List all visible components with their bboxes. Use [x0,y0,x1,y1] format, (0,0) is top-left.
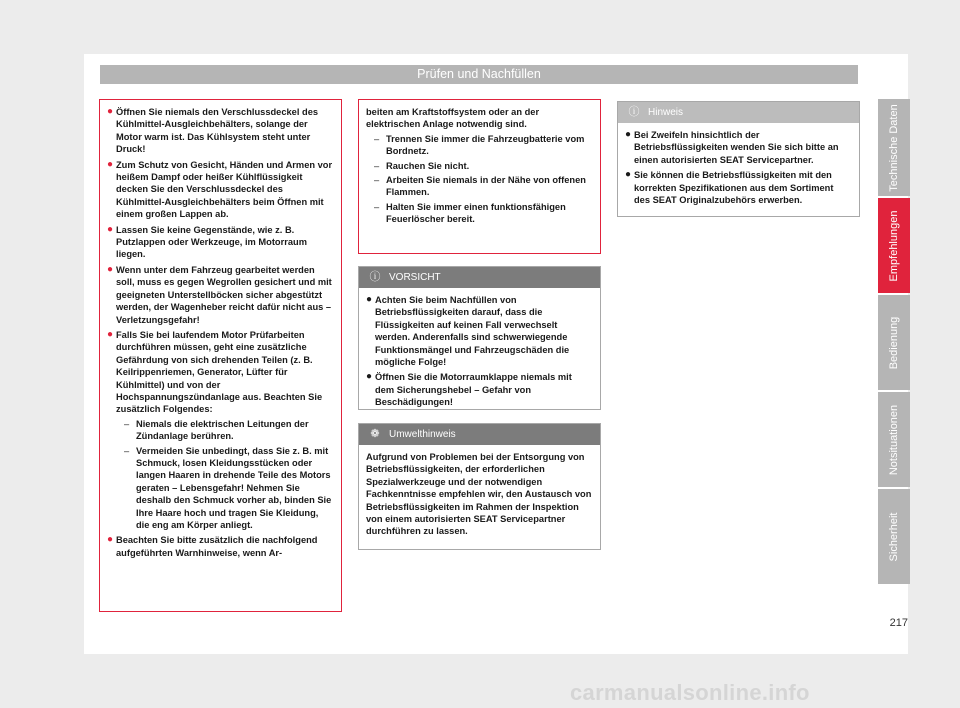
warning-continuation: beiten am Kraftstoffsystem oder an der elektrischen Anlage notwendig sind. [366,107,540,130]
warning-subitem: – Vermeiden Sie unbedingt, dass Sie z. B. mit Schmuck, losen Kleidungsstücken oder langen Haaren in drehende Teile des Motors geraten – Lebensgefahr! Nehmen Sie deshalb den Schmuck vorher ab, binden Sie Ihre Haare hoch und tragen Sie Kleidung, die eng am Körper anliegt. [124,445,332,530]
caution-box [358,266,601,410]
warning-subitem: – Trennen Sie immer die Fahrzeugbatterie vom Bordnetz. [374,133,585,157]
warning-item-2: ● Zum Schutz von Gesicht, Händen und Armen vor heißem Dampf oder heißer Kühlflüssigkeit decken Sie den Verschlussdeckel des Kühlmittel-Ausgleichbehälters beim Öffnen mit einem großen Lappen ab. [107,158,333,220]
bullet-icon: ● [107,106,114,117]
bullet-icon: ● [107,263,114,275]
environment-icon: ❁ [370,428,380,440]
warning-item-1: ● Öffnen Sie niemals den Verschlussdeckel des Kühlmittel-Ausgleichbehälters, solange der Motor warm ist. Das Kühlsystem steht unter Druck! [107,106,319,155]
note-header: ⓘ Hinweis [618,102,859,123]
page-number: 217 [889,617,908,629]
note-item: ● Bei Zweifeln hinsichtlich der Betriebsflüssigkeiten wenden Sie sich bitte an einen autorisierten SEAT Servicepartner. [625,129,839,165]
caution-item: ● Öffnen Sie die Motorraumklappe niemals mit dem Sicherungshebel – Gefahr von Beschädigungen! [366,371,572,408]
warning-item-5: ● Falls Sie bei laufendem Motor Prüfarbeiten durchführen müssen, geht eine zusätzliche Gefährdung von sich drehenden Teilen (z. B. Keilrippenriemen, Generator, Lüfter für Kühlmittel) und von der Hochspannungszündanlage aus. Beachten Sie zusätzlich Folgendes: – Niemals die elektrischen Leitungen der Zündanlage berühren. – Vermeiden Sie unbedingt, dass Sie z. B. mit Schmuck, losen Kleidungsstücken oder langen Haaren in drehende Teile des Motors geraten – Lebensgefahr! Nehmen Sie deshalb den Schmuck vorher ab, binden Sie Ihre Haare hoch und tragen Sie Kleidung, die eng am Körper anliegt. [107,328,332,530]
warning-subitem: – Rauchen Sie nicht. [374,160,470,171]
warning-box-col2 [358,99,601,254]
bullet-icon: ● [366,371,373,383]
tab-notsituationen[interactable]: Notsituationen [878,392,910,487]
watermark: carmanualsonline.info [570,680,810,705]
page-header: Prüfen und Nachfüllen [100,65,858,84]
tab-sicherheit[interactable]: Sicherheit [878,489,910,584]
bullet-icon: ● [107,328,114,340]
warning-subitem: – Niemals die elektrischen Leitungen der Zündanlage berühren. [124,418,309,442]
note-box [617,101,860,217]
caution-icon: ⓘ [369,271,381,283]
warning-item-3: ● Lassen Sie keine Gegenstände, wie z. B. Putzlappen oder Werkzeuge, im Motorraum liegen. [107,223,307,260]
bullet-icon: ● [107,158,114,170]
note-item: ● Sie können die Betriebsflüssigkeiten mit den korrekten Spezifikationen aus dem Sortiment des SEAT Originalzubehörs erwerben. [625,169,834,206]
tab-bedienung[interactable]: Bedienung [878,295,910,390]
bullet-icon: ● [366,294,373,305]
bullet-icon: ● [625,169,632,181]
caution-item: ● Achten Sie beim Nachfüllen von Betriebsflüssigkeiten darauf, dass die Flüssigkeiten auf keinen Fall verwechselt werden. Anderenfalls sind schwerwiegende Funktionsmängel und Fahrzeugschäden die mögliche Folge! [366,294,570,368]
bullet-icon: ● [625,129,632,140]
warning-subitem: – Arbeiten Sie niemals in der Nähe von offenen Flammen. [374,175,586,198]
warning-item-4: ● Wenn unter dem Fahrzeug gearbeitet werden soll, muss es gegen Wegrollen gesichert und mit geeigneten Unterstellböcken sicher abgestützt werden, der Wagenheber reicht dafür nicht aus – Verletzungsgefahr! [107,263,332,325]
info-icon: ⓘ [628,106,640,118]
tab-technische-daten[interactable]: Technische Daten [878,99,910,196]
caution-header: ⓘ VORSICHT [359,267,600,288]
environment-header: ❁ Umwelthinweis [359,424,600,445]
warning-subitem: – Halten Sie immer einen funktionsfähigen Feuerlöscher bereit. [374,201,566,225]
environment-text: Aufgrund von Problemen bei der Entsorgung von Betriebsflüssigkeiten, der erforderlichen Spezialwerkzeuge und der notwendigen Fachkenntnisse empfehlen wir, den Austausch von Betriebsflüssigkeiten im Rahmen der Inspektion von einem autorisierten SEAT Servicepartner durchführen zu lassen. [366,452,592,537]
bullet-icon: ● [107,534,114,546]
warning-box-col1 [99,99,342,612]
environment-box [358,423,601,550]
tab-empfehlungen[interactable]: Empfehlungen [878,198,910,293]
bullet-icon: ● [107,223,114,235]
warning-item-6: ● Beachten Sie bitte zusätzlich die nachfolgend aufgeführten Warnhinweise, wenn Ar- [107,534,318,558]
